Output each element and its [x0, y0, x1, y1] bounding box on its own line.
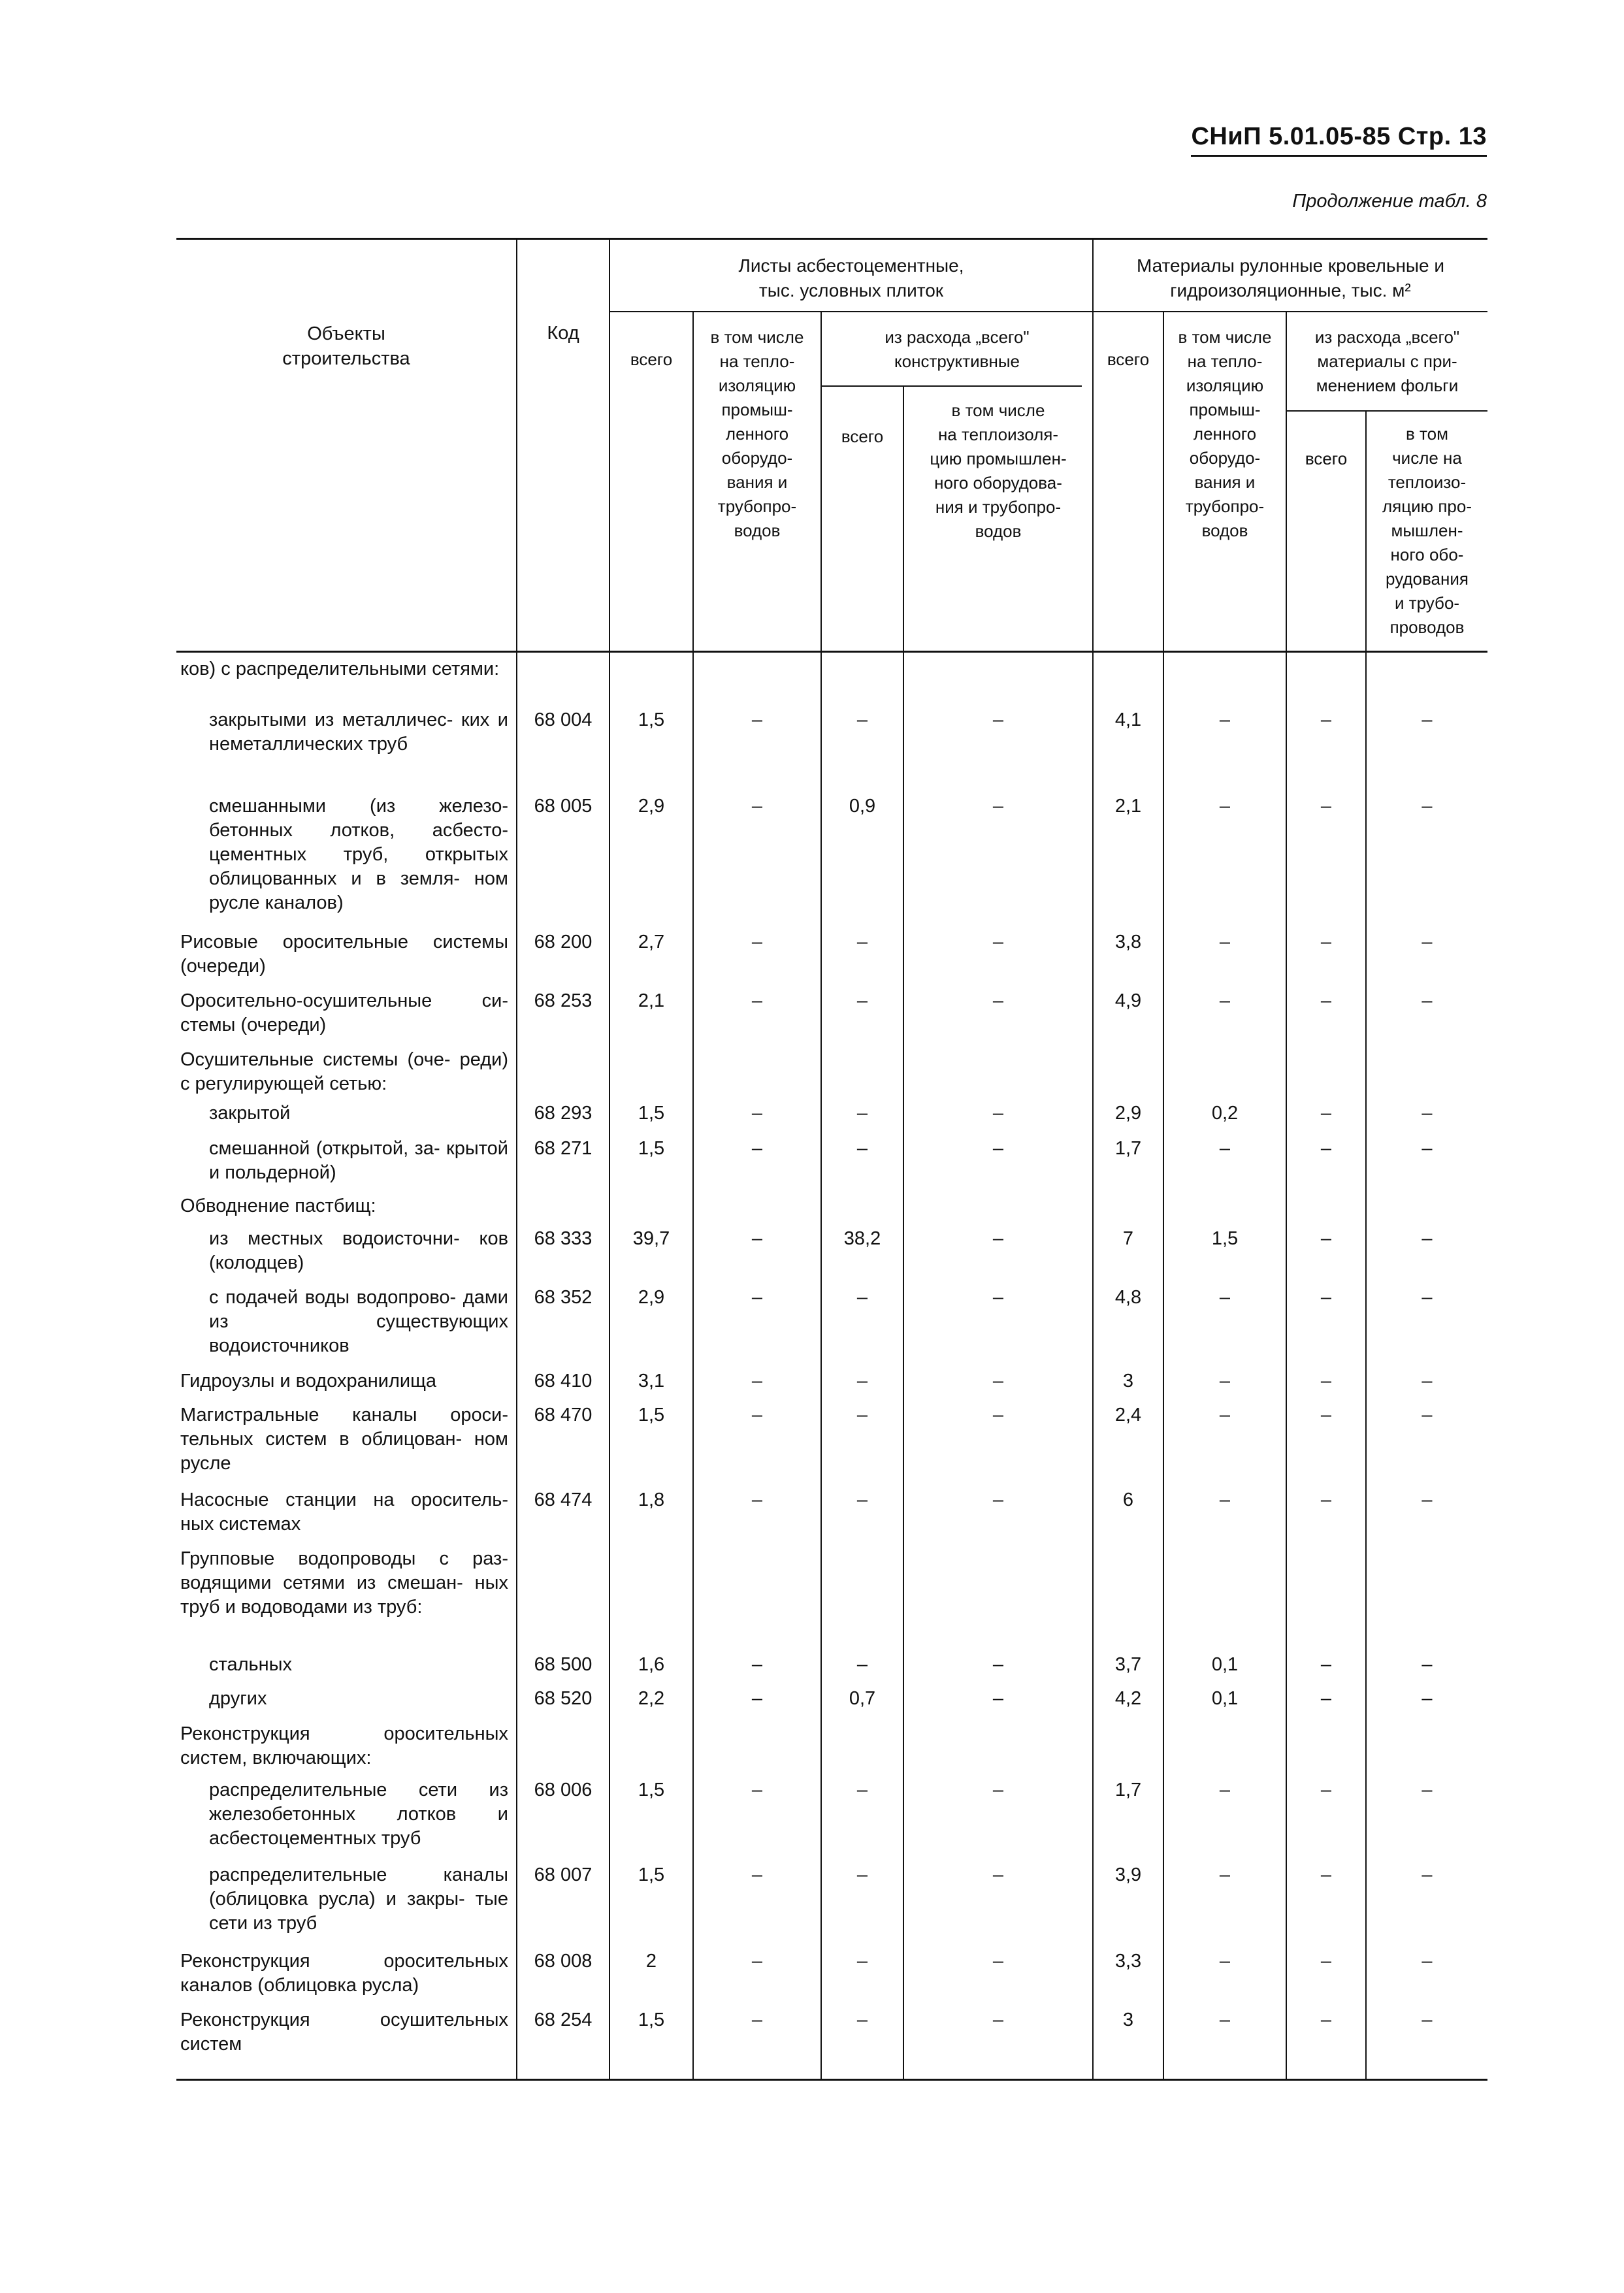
header-roll-foil-insul: в том числе на теплоизо- ляцию про- мышлен- ного обо- рудования и трубо- проводов: [1382, 424, 1472, 637]
row-value: –: [992, 1228, 1004, 1249]
row-value: –: [1421, 1688, 1433, 1709]
row-name: смешанной (открытой, за- крытой и польдерной): [209, 1138, 508, 1183]
row-value: –: [992, 2009, 1004, 2030]
row-code: 68 271: [534, 1138, 593, 1159]
vrule-total-insul: [692, 311, 694, 2081]
row-value: –: [1219, 1287, 1231, 1308]
header-code: Код: [547, 323, 579, 344]
row-value: –: [1320, 990, 1332, 1011]
row-value: –: [992, 1489, 1004, 1510]
row-value: –: [992, 1864, 1004, 1885]
row-value: –: [1219, 1951, 1231, 1972]
row-code: 68 470: [534, 1405, 593, 1425]
row-value: 4,2: [1114, 1688, 1142, 1709]
row-value: –: [1421, 1103, 1433, 1124]
row-value: 0,7: [849, 1688, 876, 1709]
row-value: –: [751, 1103, 763, 1124]
row-value: 1,6: [638, 1654, 665, 1675]
row-value: –: [1320, 1489, 1332, 1510]
row-value: –: [1219, 796, 1231, 817]
row-code: 68 200: [534, 932, 593, 952]
row-value: 1,5: [638, 1864, 665, 1885]
row-code: 68 007: [534, 1864, 593, 1885]
row-name: с подачей воды водопрово- дами из существующих водоисточников: [209, 1287, 508, 1356]
running-header: СНиП 5.01.05-85 Стр. 13: [1191, 123, 1487, 157]
row-value: –: [1421, 1654, 1433, 1675]
row-value: –: [1320, 1864, 1332, 1885]
vrule-roll-total-insul: [1163, 311, 1164, 2081]
row-value: –: [992, 1138, 1004, 1159]
row-value: –: [1421, 1287, 1433, 1308]
row-value: –: [751, 1780, 763, 1800]
row-value: –: [1219, 1371, 1231, 1391]
row-value: –: [1421, 1489, 1433, 1510]
row-value: 2,2: [638, 1688, 665, 1709]
header-roll-foil-total: всего: [1305, 449, 1348, 468]
row-value: –: [1320, 932, 1332, 952]
row-value: 3: [1122, 2009, 1134, 2030]
row-value: –: [1320, 796, 1332, 817]
row-value: 2,1: [1114, 796, 1142, 817]
row-value: –: [751, 932, 763, 952]
row-value: 6: [1122, 1489, 1134, 1510]
row-value: 1,8: [638, 1489, 665, 1510]
row-value: –: [751, 1688, 763, 1709]
row-value: –: [992, 796, 1004, 817]
row-value: –: [1219, 1405, 1231, 1425]
row-value: –: [751, 990, 763, 1011]
row-value: –: [856, 1489, 868, 1510]
row-value: 1,5: [638, 1138, 665, 1159]
row-value: –: [1320, 1228, 1332, 1249]
row-value: 1,7: [1114, 1780, 1142, 1800]
row-value: –: [751, 796, 763, 817]
row-value: 4,8: [1114, 1287, 1142, 1308]
row-value: 3,7: [1114, 1654, 1142, 1675]
row-value: –: [751, 1287, 763, 1308]
row-value: –: [751, 1371, 763, 1391]
row-name: стальных: [209, 1654, 292, 1675]
row-value: –: [992, 709, 1004, 730]
row-code: 68 004: [534, 709, 593, 730]
row-code: 68 253: [534, 990, 593, 1011]
header-roll-total: всего: [1107, 350, 1150, 369]
row-value: 1,7: [1114, 1138, 1142, 1159]
row-value: –: [1320, 1138, 1332, 1159]
header-sheets-constr-insul: в том числе на теплоизоля- цию промышлен- ного оборудова- ния и трубопро- водов: [930, 400, 1067, 541]
row-value: –: [1320, 1780, 1332, 1800]
row-name: Реконструкция оросительных каналов (облицовка русла): [180, 1951, 508, 1996]
row-name: из местных водоисточни- ков (колодцев): [209, 1228, 508, 1273]
row-name: смешанными (из железо- бетонных лотков, асбесто- цементных труб, открытых облицованных и в земля- ном русле каналов): [209, 796, 508, 913]
row-value: –: [856, 1371, 868, 1391]
row-code: 68 254: [534, 2009, 593, 2030]
row-value: 2,9: [638, 796, 665, 817]
row-value: –: [1320, 709, 1332, 730]
row-value: 3,8: [1114, 932, 1142, 952]
row-value: –: [751, 1654, 763, 1675]
row-code: 68 410: [534, 1371, 593, 1391]
row-name: распределительные каналы (облицовка русла) и закры- тые сети из труб: [209, 1864, 508, 1934]
header-roll-insul: в том числе на тепло- изоляцию промыш- ленного оборудо- вания и трубопро- водов: [1178, 327, 1272, 540]
row-value: –: [1219, 2009, 1231, 2030]
row-value: –: [856, 1780, 868, 1800]
row-value: –: [1421, 1864, 1433, 1885]
row-value: –: [856, 1864, 868, 1885]
row-value: –: [1421, 1951, 1433, 1972]
row-value: –: [1320, 1654, 1332, 1675]
row-code: 68 520: [534, 1688, 593, 1709]
row-value: 3,9: [1114, 1864, 1142, 1885]
row-value: –: [992, 1405, 1004, 1425]
row-value: 3: [1122, 1371, 1134, 1391]
row-value: –: [856, 1654, 868, 1675]
row-value: 1,5: [638, 1780, 665, 1800]
header-roll-from: из расхода „всего" материалы с при- менением фольги: [1314, 327, 1460, 395]
row-value: –: [1320, 1951, 1332, 1972]
row-name: распределительные сети из железобетонных лотков и асбестоцементных труб: [209, 1780, 508, 1849]
row-name: других: [209, 1688, 267, 1709]
row-value: –: [1320, 1688, 1332, 1709]
row-name: Насосные станции на ороситель- ных системах: [180, 1489, 508, 1535]
row-value: –: [1320, 1103, 1332, 1124]
row-value: –: [1219, 1864, 1231, 1885]
row-name: Обводнение пастбищ:: [180, 1195, 376, 1216]
row-value: –: [992, 990, 1004, 1011]
row-name: ков) с распределительными сетями:: [180, 659, 500, 679]
row-value: –: [856, 1103, 868, 1124]
row-value: –: [1219, 932, 1231, 952]
row-value: 2,7: [638, 932, 665, 952]
row-value: –: [1421, 990, 1433, 1011]
row-value: 4,9: [1114, 990, 1142, 1011]
row-value: –: [1421, 1371, 1433, 1391]
row-value: –: [992, 1688, 1004, 1709]
row-value: –: [1421, 1780, 1433, 1800]
row-value: 4,1: [1114, 709, 1142, 730]
row-name: Рисовые оросительные системы (очереди): [180, 932, 508, 977]
header-subrule-foil: [1286, 410, 1487, 412]
row-value: 1,5: [638, 2009, 665, 2030]
row-value: 2,1: [638, 990, 665, 1011]
header-subrule-constr: [820, 385, 1082, 387]
row-value: 1,5: [638, 1103, 665, 1124]
row-value: –: [856, 1287, 868, 1308]
row-code: 68 352: [534, 1287, 593, 1308]
table-bottom-rule: [176, 2079, 1487, 2081]
row-value: –: [1219, 1780, 1231, 1800]
row-value: –: [1219, 709, 1231, 730]
row-name: Осушительные системы (оче- реди) с регулирующей сетью:: [180, 1049, 508, 1094]
header-subrule-left: [609, 311, 1092, 312]
row-value: –: [751, 1864, 763, 1885]
continuation-note: Продолжение табл. 8: [1292, 191, 1487, 212]
row-value: –: [856, 1405, 868, 1425]
row-value: –: [1421, 932, 1433, 952]
header-sheets-from: из расхода „всего" конструктивные: [885, 327, 1030, 371]
row-value: –: [992, 1951, 1004, 1972]
row-value: –: [1219, 1489, 1231, 1510]
row-value: 2,4: [1114, 1405, 1142, 1425]
row-value: –: [1421, 1228, 1433, 1249]
row-value: –: [751, 1951, 763, 1972]
header-sheets-constr-total: всего: [841, 427, 884, 446]
row-value: –: [1421, 1405, 1433, 1425]
row-value: –: [992, 1780, 1004, 1800]
header-sheets-group: Листы асбестоцементные, тыс. условных плиток: [738, 255, 964, 301]
row-value: –: [1320, 1405, 1332, 1425]
row-value: 38,2: [843, 1228, 881, 1249]
row-name: Реконструкция осушительных систем: [180, 2009, 508, 2055]
header-objects: Объекты строительства: [282, 323, 410, 369]
row-value: –: [992, 1371, 1004, 1391]
row-name: Реконструкция оросительных систем, включающих:: [180, 1723, 508, 1768]
row-value: –: [992, 1287, 1004, 1308]
row-value: –: [751, 1405, 763, 1425]
row-value: 0,1: [1211, 1688, 1239, 1709]
row-value: –: [1320, 2009, 1332, 2030]
row-value: –: [1320, 1287, 1332, 1308]
row-value: –: [856, 2009, 868, 2030]
row-value: –: [1421, 796, 1433, 817]
row-name: закрытой: [209, 1103, 291, 1124]
row-value: 1,5: [638, 1405, 665, 1425]
row-code: 68 005: [534, 796, 593, 817]
row-value: –: [856, 1138, 868, 1159]
row-value: –: [1421, 709, 1433, 730]
row-value: –: [856, 1951, 868, 1972]
row-value: –: [856, 709, 868, 730]
row-code: 68 333: [534, 1228, 593, 1249]
row-value: 0,2: [1211, 1103, 1239, 1124]
row-name: Оросительно-осушительные си- стемы (очереди): [180, 990, 508, 1035]
row-value: –: [751, 1138, 763, 1159]
table-header-bottom-rule: [176, 651, 1487, 653]
header-sheets-insul: в том числе на тепло- изоляцию промыш- ленного оборудо- вания и трубопро- водов: [710, 327, 804, 540]
data-table: [176, 238, 1487, 2081]
row-value: 7: [1122, 1228, 1134, 1249]
row-code: 68 008: [534, 1951, 593, 1972]
vrule-roll-insul-foil: [1286, 311, 1287, 2081]
row-value: –: [992, 1103, 1004, 1124]
row-value: –: [751, 1489, 763, 1510]
row-value: –: [1219, 990, 1231, 1011]
row-value: –: [751, 2009, 763, 2030]
row-value: 2,9: [638, 1287, 665, 1308]
row-value: 1,5: [1211, 1228, 1239, 1249]
row-code: 68 006: [534, 1780, 593, 1800]
row-value: 1,5: [638, 709, 665, 730]
table-top-rule: [176, 238, 1487, 240]
row-value: –: [1320, 1371, 1332, 1391]
row-value: 0,1: [1211, 1654, 1239, 1675]
row-name: закрытыми из металличес- ких и неметаллических труб: [209, 709, 508, 755]
row-value: –: [1421, 1138, 1433, 1159]
row-value: –: [856, 990, 868, 1011]
row-value: 0,9: [849, 796, 876, 817]
row-name: Гидроузлы и водохранилища: [180, 1371, 437, 1391]
row-value: –: [1421, 2009, 1433, 2030]
header-subrule-right: [1092, 311, 1487, 312]
header-roll-group: Материалы рулонные кровельные и гидроизоляционные, тыс. м²: [1136, 255, 1445, 301]
row-value: –: [751, 709, 763, 730]
row-value: 39,7: [632, 1228, 670, 1249]
row-code: 68 474: [534, 1489, 593, 1510]
row-value: –: [856, 932, 868, 952]
row-value: –: [992, 932, 1004, 952]
row-value: 2: [645, 1951, 657, 1972]
row-code: 68 293: [534, 1103, 593, 1124]
row-value: 3,3: [1114, 1951, 1142, 1972]
row-value: –: [1219, 1138, 1231, 1159]
row-value: –: [992, 1654, 1004, 1675]
row-code: 68 500: [534, 1654, 593, 1675]
row-name: Групповые водопроводы с раз- водящими сетями из смешан- ных труб и водоводами из труб:: [180, 1548, 508, 1618]
header-sheets-total: всего: [630, 350, 673, 369]
row-value: 2,9: [1114, 1103, 1142, 1124]
row-value: –: [751, 1228, 763, 1249]
vrule-insul-constr: [820, 311, 822, 2081]
row-name: Магистральные каналы ороси- тельных систем в облицован- ном русле: [180, 1405, 508, 1474]
row-value: 3,1: [638, 1371, 665, 1391]
